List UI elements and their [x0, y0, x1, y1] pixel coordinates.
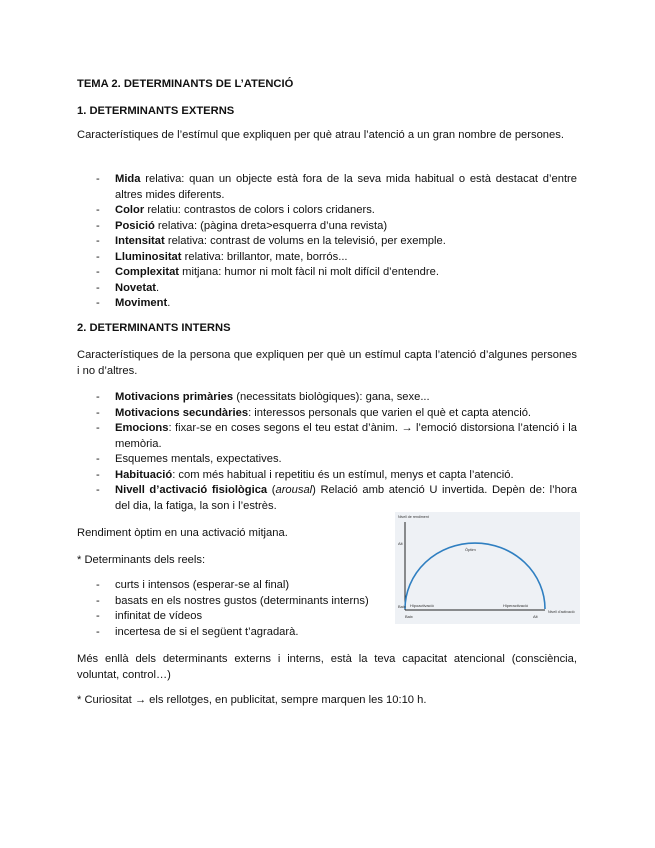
- list-item: - incertesa de si el següent t’agradarà.: [96, 625, 391, 641]
- section1-heading: 1. DETERMINANTS EXTERNS: [77, 105, 235, 117]
- optimum-label: Òptim: [465, 547, 476, 552]
- capacity-note: Més enllà dels determinants externs i interns, està la teva capacitat atencional (consciència, voluntat, control…): [77, 653, 577, 681]
- list-item: - Complexitat mitjana: humor ni molt fàcil ni molt difícil d’entendre.: [96, 265, 577, 281]
- list-item: - Motivacions primàries (necessitats biològiques): gana, sexe...: [96, 390, 577, 406]
- list-item: - Intensitat relativa: contrast de volums en la televisió, per exemple.: [96, 234, 577, 250]
- list-item: - Motivacions secundàries: interessos personals que varien el què et capta atenció.: [96, 406, 577, 422]
- section2-intro: Característiques de la persona que expliquen per què un estímul capta l’atenció d’algunes persones i no d’altres.: [77, 349, 577, 377]
- external-determinants-list: [96, 172, 577, 312]
- list-item: - Mida relativa: quan un objecte està fora de la seva mida habitual o està destacat d’entre altres mides diferents.: [96, 172, 577, 203]
- x-high-label: Alt: [533, 614, 538, 619]
- list-item: - infinitat de vídeos: [96, 609, 391, 625]
- y-axis-title: Nivell de rendiment: [398, 515, 429, 519]
- list-item: - Emocions: fixar-se en coses segons el teu estat d’ànim. → l’emoció distorsiona l’atenció i la memòria.: [96, 421, 577, 452]
- section1-intro: Característiques de l’estímul que expliquen per què atrau l’atenció a un gran nombre de persones.: [77, 129, 564, 141]
- inverted-u-curve: [405, 543, 545, 609]
- document-title: TEMA 2. DETERMINANTS DE L’ATENCIÓ: [77, 78, 294, 90]
- arousal-inverted-u-figure: [395, 512, 580, 624]
- list-item: - curts i intensos (esperar-se al final): [96, 578, 391, 594]
- list-item: - Habituació: com més habitual i repetitiu és un estímul, menys et capta l’atenció.: [96, 468, 577, 484]
- inverted-u-chart: [395, 512, 580, 624]
- list-item: - Esquemes mentals, expectatives.: [96, 452, 577, 468]
- section2-heading: 2. DETERMINANTS INTERNS: [77, 322, 231, 334]
- y-low-label: Baix: [398, 604, 406, 609]
- hypo-label: Hipoactivació: [410, 603, 434, 608]
- list-item: - Novetat.: [96, 281, 577, 297]
- list-item: - Moviment.: [96, 296, 577, 312]
- list-item: - Color relatiu: contrastos de colors i colors cridaners.: [96, 203, 577, 219]
- list-item: - Lluminositat relativa: brillantor, mate, borrós...: [96, 250, 577, 266]
- x-axis-title: Nivell d’activació: [548, 610, 575, 614]
- list-item: - Posició relativa: (pàgina dreta>esquerra d’una revista): [96, 219, 577, 235]
- hyper-label: Hiperactivació: [503, 603, 529, 608]
- internal-determinants-list: [96, 390, 577, 514]
- curiosity-note: * Curiositat → els rellotges, en publicitat, sempre marquen les 10:10 h.: [77, 694, 427, 706]
- reels-note: * Determinants dels reels:: [77, 554, 206, 566]
- x-low-label: Baix: [405, 614, 413, 619]
- y-high-label: Alt: [398, 541, 403, 546]
- rendiment-note: Rendiment òptim en una activació mitjana.: [77, 527, 288, 539]
- reels-list: [96, 578, 391, 640]
- list-item: - basats en els nostres gustos (determinants interns): [96, 594, 391, 610]
- list-item: - Nivell d’activació fisiològica (arousal) Relació amb atenció U invertida. Depèn de: l’hora del dia, la fatiga, la son i l’estrès.: [96, 483, 577, 514]
